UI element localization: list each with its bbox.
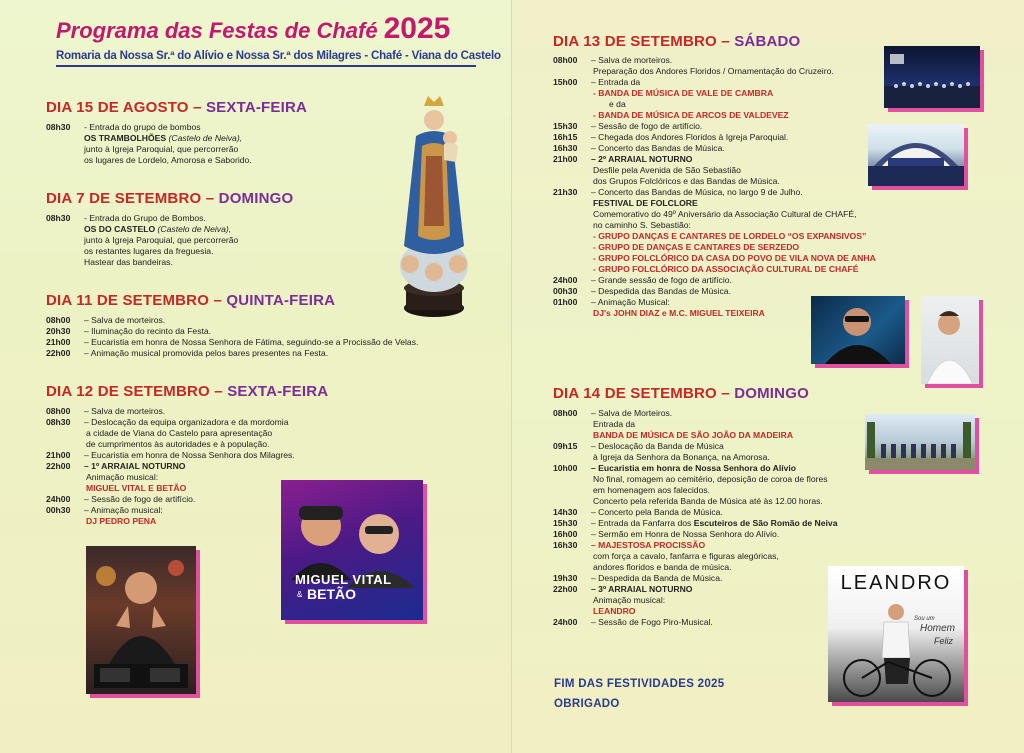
dj-john-diaz-photo [811,296,905,364]
miguel-vital-betao-poster [281,480,423,620]
poster-line2: BETÃO [307,586,356,602]
page-title: Programa das Festas de Chafé 2025 [56,12,451,45]
poster-amp: & [297,590,303,599]
thanks-text: OBRIGADO [554,698,620,710]
band-concert-photo-1 [884,46,980,108]
dj-pedro-pena-photo [86,546,196,694]
band-concert-photo-2 [868,124,964,186]
right-page [512,0,1024,753]
day-14-september-heading: DIA 14 DE SETEMBRO – DOMINGO [553,385,809,402]
band-sao-joao-photo [865,414,975,470]
day-15-august-events: 08h30 - Entrada do grupo de bombos OS TRAMBOLHÕES (Castelo de Neiva), junto à Igreja Paroquial, que percorrerão os lugares de Lordelo, Amorosa e Saborido. [46,122,252,165]
day-7-september-heading: DIA 7 DE SETEMBRO – DOMINGO [46,190,294,207]
title-year: 2025 [383,12,451,45]
mc-miguel-teixeira-photo [921,296,979,384]
day-11-september-heading: DIA 11 DE SETEMBRO – QUINTA-FEIRA [46,292,336,309]
end-of-festivities: FIM DAS FESTIVIDADES 2025 [554,678,725,690]
day-12-september-heading: DIA 12 DE SETEMBRO – SEXTA-FEIRA [46,383,329,400]
day-11-september-events: 08h00 – Salva de morteiros. 20h30 – Iluminação do recinto da Festa. 21h00 – Eucaristia em honra de Nossa Senhora de Fátima, seguindo-se a Procissão de Velas. 22h00 – Animação musical promovida pelos bares presentes na Festa. [46,315,419,358]
day-15-august-heading: DIA 15 DE AGOSTO – SEXTA-FEIRA [46,99,308,116]
leandro-album-cover [828,566,964,702]
album-sub3: Feliz [934,636,954,646]
day-12-september-events: 08h00 – Salva de morteiros. 08h30 – Deslocação da equipa organizadora e da mordomia a cidade de Viana do Castelo para apresentação de cumprimentos às autoridades e à população. 21h00 – Eucaristia em honra de Nossa Senhora dos Milagres. 22h00 – 1º ARRAIAL NOTURNO Animação musical: MIGUEL VITAL E BETÃO 24h00 – Sessão de fogo de artifício. 00h30 – Animação musical: DJ PEDRO PENA [46,406,295,526]
day-13-september-events: 08h00 – Salva de morteiros. Preparação dos Andores Floridos / Ornamentação do Cruzeiro. 15h00 – Entrada da - BANDA DE MÚSICA DE VALE DE CAMBRA e da - BANDA DE MÚSICA DE ARCOS DE VALDEVEZ 15h30 – Sessão de fogo de artifício. 16h15 – Chegada dos Andores Floridos à Igreja Paroquial. 16h30 – Concerto das Bandas de Música. 21h00 – 2º ARRAIAL NOTURNO Desfile pela Avenida de São Sebastião dos Grupos Folclóricos e das Bandas de Música. 21h30 – Concerto das Bandas de Música, no largo 9 de Julho. FESTIVAL DE FOLCLORE Comemorativo do 49º Aniversário da Associação Cultural de CHAFÉ, no caminho S. Sebastião: - GRUPO DANÇAS E CANTARES DE LORDELO “OS EXPANSIVOS” - GRUPO DE DANÇAS E CANTARES DE SERZEDO - GRUPO FOLCLÓRICO DA CASA DO POVO DE VILA NOVA DE ANHA - GRUPO FOLCLÓRICO DA ASSOCIAÇÃO CULTURAL DE CHAFÉ 24h00 – Grande sessão de fogo de artifício. 00h30 – Despedida das Bandas de Música. 01h00 – Animação Musical: DJ's JOHN DIAZ e M.C. MIGUEL TEIXEIRA [553,55,876,318]
statue-image [388,76,480,322]
day-7-september-events: 08h30 - Entrada do Grupo de Bombos. OS DO CASTELO (Castelo de Neiva), junto à Igreja Paroquial, que percorrerão os restantes lugares da freguesia. Hastear das bandeiras. [46,213,239,267]
poster-line1: MIGUEL VITAL [295,572,392,587]
album-title: LEANDRO [840,572,952,594]
page-subtitle: Romaria da Nossa Sr.ª do Alívio e Nossa Sr.ª dos Milagres - Chafé - Viana do Castelo [56,50,476,67]
day-14-september-events: 08h00 – Salva de Morteiros. Entrada da BANDA DE MÚSICA DE SÃO JOÃO DA MADEIRA 09h15 – Deslocação da Banda de Música à Igreja da Senhora da Bonança, na Amorosa. 10h00 – Eucaristia em honra de Nossa Senhora do Alívio No final, romagem ao cemitério, deposição de coroa de flores em homenagem aos falecidos. Concerto pela referida Banda de Música até às 12.00 horas. 14h30 – Concerto pela Banda de Música. 15h30 – Entrada da Fanfarra dos Escuteiros de São Romão de Neiva 16h00 – Sermão em Honra de Nossa Senhora do Alívio. 16h30 – MAJESTOSA PROCISSÃO com força a cavalo, fanfarra e figuras alegóricas, andores floridos e banda de música. 19h30 – Despedida da Banda de Música. 22h00 – 3º ARRAIAL NOTURNO Animação musical: LEANDRO 24h00 – Sessão de Fogo Piro-Musical. [553,408,838,627]
day-13-september-heading: DIA 13 DE SETEMBRO – SÁBADO [553,33,801,50]
album-sub1: Sou um [914,616,935,622]
album-sub2: Homem [920,623,956,634]
